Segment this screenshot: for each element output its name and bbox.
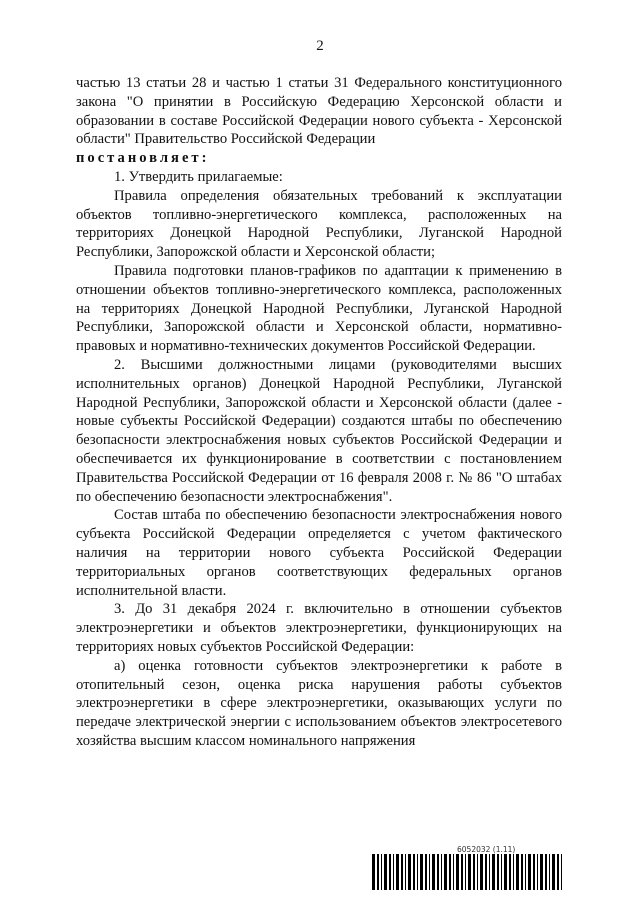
decree-verb-text: постановляет:	[76, 150, 210, 167]
paragraph: а) оценка готовности субъектов электроэнергетики к работе в отопительный сезон, оценка риска нарушения работы субъектов электроэнергетики в сфере электроэнергетики, оказывающих услуги по передаче электрической энергии с использованием объектов электросетевого хозяйства высшим классом номинального напряжения	[76, 657, 562, 749]
decree-verb	[76, 149, 562, 168]
paragraph: 1. Утвердить прилагаемые:	[114, 168, 283, 185]
paragraph: Правила подготовки планов-графиков по адаптации к применению в отношении объектов топливно-энергетического комплекса, расположенных на территориях Донецкой Народной Республики, Луганской Народной Республики, Запорожской области и Херсонской области, нормативно-правовых и нормативно-технических документов Российской Федерации.	[76, 262, 562, 355]
paragraph: Правила определения обязательных требований к эксплуатации объектов топливно-энергетического комплекса, расположенных на территориях Донецкой Народной Республики, Луганской Народной Республики, Запорожской области и Херсонской области;	[76, 187, 562, 261]
document-body	[76, 74, 562, 751]
barcode-image	[372, 854, 564, 890]
paragraph: 2. Высшими должностными лицами (руководителями высших исполнительных органов) Донецкой Народной Республики, Луганской Народной Республики, Запорожской области и Херсонской области (далее - новые субъекты Российской Федерации) создаются штабы по обеспечению безопасности электроснабжения новых субъектов Российской Федерации и обеспечивается их функционирование в соответствии с постановлением Правительства Российской Федерации от 16 февраля 2008 г. № 86 "О штабах по обеспечению безопасности электроснабжения".	[76, 356, 562, 505]
document-code: 6052032 (1.11)	[457, 845, 516, 854]
paragraph: 3. До 31 декабря 2024 г. включительно в отношении субъектов электроэнергетики и объектов электроэнергетики, функционирующих на территориях новых субъектов Российской Федерации:	[76, 601, 562, 655]
page-number: 2	[316, 38, 324, 54]
paragraph: частью 13 статьи 28 и частью 1 статьи 31 Федерального конституционного закона "О принятии в Российскую Федерацию Херсонской области и образовании в составе Российской Федерации нового субъекта - Херсонской области" Правительство Российской Федерации	[76, 75, 562, 148]
paragraph: Состав штаба по обеспечению безопасности электроснабжения нового субъекта Российской Федерации определяется с учетом фактического наличия на территории нового субъекта Российской Федерации территориальных органов соответствующих федеральных органов исполнительной власти.	[76, 507, 562, 599]
